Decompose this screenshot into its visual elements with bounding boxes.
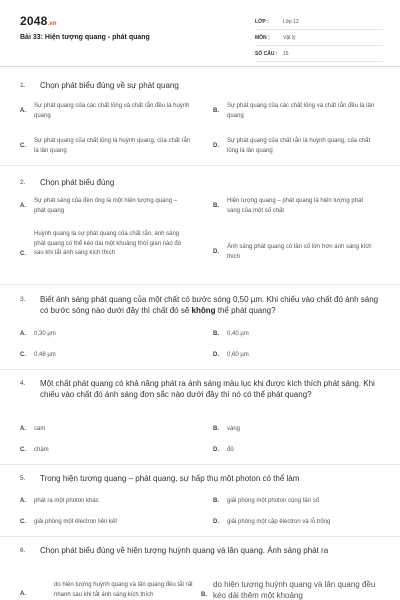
- option-text: do hiện tượng huỳnh quang và lân quang đều kéo dài thêm một khoảng: [213, 580, 376, 600]
- question-emphasis: không: [191, 306, 216, 315]
- option-text: vàng: [227, 426, 241, 432]
- option-text: do hiện tượng huỳnh quang và lân quang đều tắt rất nhanh sau khi tắt ánh sáng kích thích: [54, 582, 193, 598]
- question-3: [20, 294, 380, 358]
- option-label: C.: [20, 143, 26, 149]
- question-text: [20, 177, 380, 188]
- option-label: A.: [20, 331, 26, 337]
- site-logo[interactable]: [20, 14, 57, 28]
- meta-subject-value: Vật lý: [283, 34, 296, 41]
- question-divider: [0, 464, 400, 465]
- option-label: C.: [20, 447, 26, 453]
- option-text: đỏ: [227, 447, 234, 453]
- option-text: Sự phát sáng của đèn ống là một hiện tượng quang – phát quang: [34, 198, 178, 214]
- question-prompt: [40, 295, 378, 315]
- question-number: 3.: [20, 296, 26, 303]
- question-text: [20, 294, 380, 316]
- option-label: C.: [20, 352, 26, 358]
- question-prompt-part: Biết ánh sáng phát quang của một chất có bước sóng 0,50 µm. Khi chiếu vào chất đó ánh sáng có bước sóng nào dưới đây thì chất đó sẽ: [40, 295, 379, 315]
- option-label: A.: [20, 203, 26, 209]
- question-6: [20, 545, 380, 600]
- meta-class-key: LỚP :: [255, 18, 269, 25]
- option-text: Sự phát quang của các chất lỏng và chất rắn đều là huỳnh quang: [34, 103, 190, 119]
- option-label: A.: [20, 108, 26, 114]
- question-2: [20, 177, 380, 260]
- option-label: A.: [20, 498, 26, 504]
- question-number: 6.: [20, 547, 26, 554]
- option-text: Sự phát quang của chất rắn là huỳnh quang, của chất lỏng là lân quang: [227, 138, 371, 154]
- question-prompt: Trong hiện tượng quang – phát quang, sự hấp thụ một photon có thể làm: [40, 474, 300, 483]
- option-text: 0,30 µm: [34, 331, 56, 337]
- option-label: D.: [213, 352, 219, 358]
- option-text: cam: [34, 426, 46, 432]
- option-label: A.: [20, 591, 26, 597]
- question-text: [20, 473, 380, 484]
- option-text: giải phóng một êlectron liên kết: [34, 519, 118, 525]
- option-label: D.: [213, 519, 219, 525]
- option-text: phát ra một photon khác: [34, 498, 99, 504]
- question-prompt-part: thể phát quang?: [215, 306, 276, 315]
- question-divider: [0, 369, 400, 370]
- option-label: B.: [213, 331, 219, 337]
- question-text: [20, 545, 380, 556]
- meta-subject: [255, 30, 383, 46]
- question-divider: [0, 284, 400, 285]
- option-label: D.: [213, 249, 219, 255]
- option-label: B.: [213, 498, 219, 504]
- option-label: C.: [20, 251, 26, 257]
- meta-class-value: Lớp 12: [283, 18, 299, 25]
- question-prompt: Một chất phát quang có khả năng phát ra ánh sáng màu lục khi được kích thích phát sáng. Khi chiếu vào chất đó ánh sáng đơn sắc nào dưới đây thì nó có thể phát quang?: [40, 379, 375, 399]
- option-label: B.: [213, 203, 219, 209]
- option-text: Sự phát quang của chất lỏng là huỳnh quang, của chất rắn là lân quang: [34, 138, 191, 154]
- question-4: [20, 378, 380, 453]
- option-text: 0,48 µm: [34, 352, 56, 358]
- question-number: 2.: [20, 179, 26, 186]
- option-label: D.: [213, 143, 219, 149]
- question-1: [20, 80, 380, 154]
- question-number: 4.: [20, 380, 26, 387]
- logo-suffix: .vn: [47, 21, 57, 27]
- option-label: D.: [213, 447, 219, 453]
- question-text: [20, 80, 380, 91]
- quiz-meta: [255, 14, 383, 62]
- option-text: chàm: [34, 447, 49, 453]
- logo-text: 2048: [20, 14, 48, 28]
- option-text: 0,40 µm: [227, 331, 249, 337]
- question-number: 5.: [20, 475, 26, 482]
- option-text: Ánh sáng phát quang có tần số lớn hơn ánh sáng kích thích: [227, 244, 372, 260]
- question-text: [20, 378, 380, 400]
- question-prompt: Chọn phát biểu đúng: [40, 178, 115, 187]
- option-text: Sự phát quang của các chất lỏng và chất rắn đều là lân quang: [227, 103, 375, 119]
- meta-class: [255, 14, 383, 30]
- option-label: B.: [213, 426, 219, 432]
- meta-count: [255, 46, 383, 62]
- option-text: giải phóng một cặp êlectron và lỗ trống: [227, 519, 331, 525]
- option-label: C.: [20, 519, 26, 525]
- option-label: B.: [213, 108, 219, 114]
- option-label: B.: [201, 592, 207, 598]
- option-text: giải phóng một photon cùng tần số: [227, 498, 320, 504]
- meta-count-key: SỐ CÂU :: [255, 50, 278, 57]
- question-divider: [0, 536, 400, 537]
- question-number: 1.: [20, 82, 26, 89]
- meta-count-value: 15: [283, 50, 289, 57]
- option-text: 0,60 µm: [227, 352, 249, 358]
- question-prompt: Chọn phát biểu đúng về sự phát quang: [40, 81, 179, 90]
- option-text: Huỳnh quang là sự phát quang của chất rắn, ánh sáng phát quang có thể kéo dài một khoảng thời gian nào đó sau khi tắt ánh sáng kích thích: [34, 231, 182, 256]
- option-text: Hiện tượng quang – phát quang là hiện tượng phát sáng của một số chất: [227, 198, 364, 214]
- question-prompt: Chọn phát biểu đúng về hiện tượng huỳnh quang và lân quang. Ánh sáng phát ra: [40, 546, 329, 555]
- question-divider: [0, 165, 400, 166]
- option-label: A.: [20, 426, 26, 432]
- page-header: [0, 0, 400, 70]
- header-divider: [0, 66, 400, 67]
- lesson-title: Bài 33: Hiện tượng quang - phát quang: [20, 34, 150, 41]
- question-5: [20, 473, 380, 525]
- meta-subject-key: MÔN :: [255, 34, 270, 41]
